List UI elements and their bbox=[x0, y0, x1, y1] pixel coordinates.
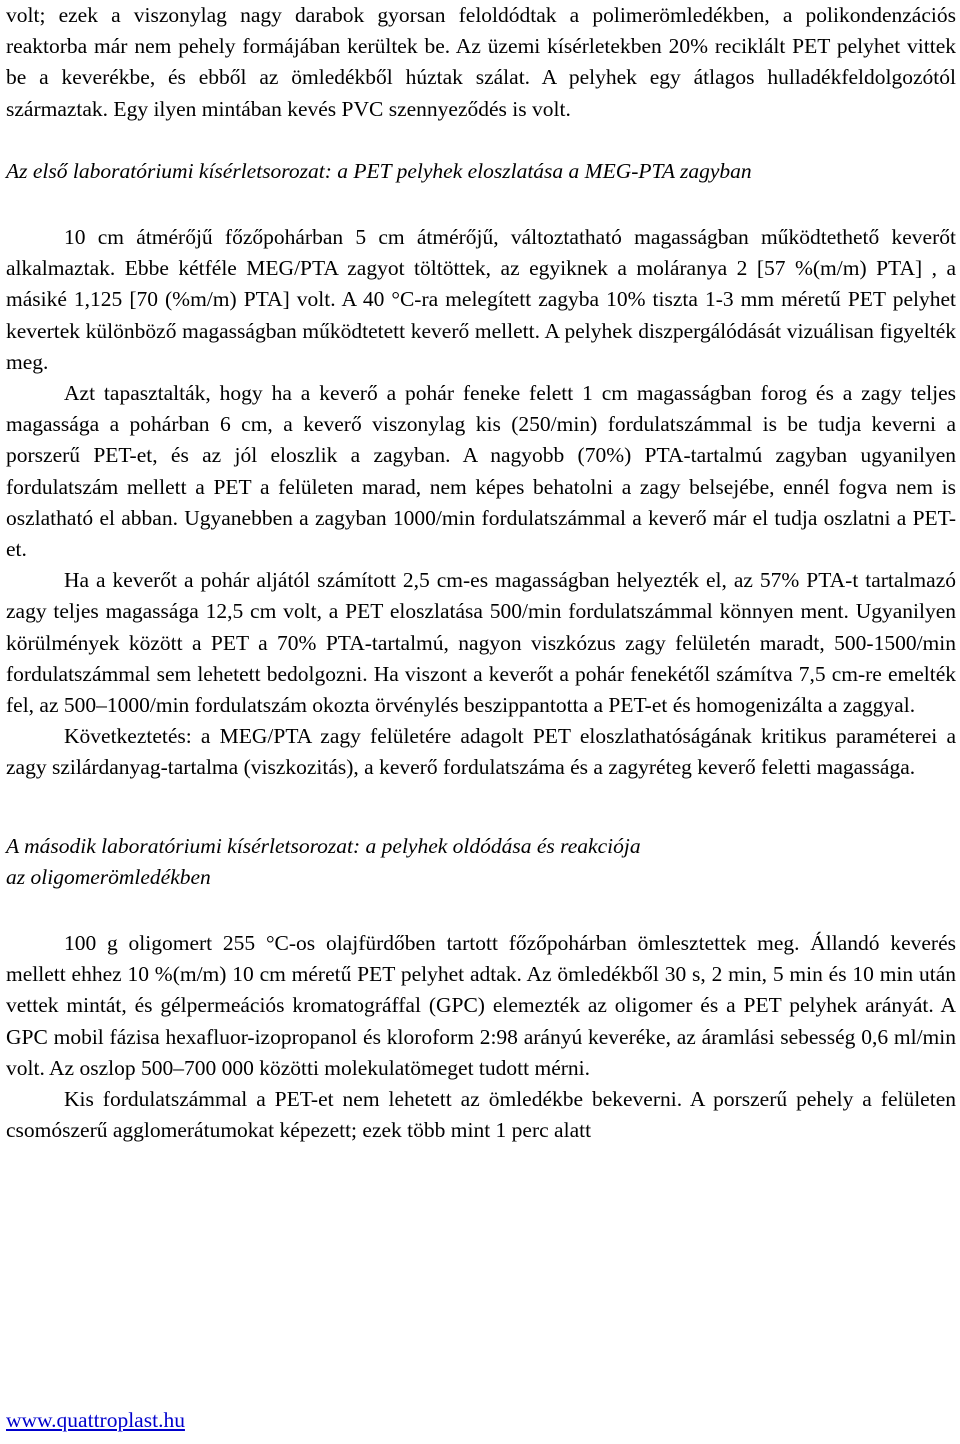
paragraph-2b: Kis fordulatszámmal a PET-et nem lehetett az ömledékbe bekeverni. A porszerű pehely a felületen csomószerű agglomerátumokat képezett; ezek több mint 1 perc alatt bbox=[6, 1087, 956, 1143]
paragraph-intro: volt; ezek a viszonylag nagy darabok gyorsan feloldódtak a polimerömledékben, a polikondenzációs reaktorba már nem pehely formájában kerültek be. Az üzemi kísérletekben 20% reciklált PET pelyhet vittek be a keverékbe, és ebből az ömledékből húztak szálat. A pelyhek egy átlagos hulladékfeldolgozótól származtak. Egy ilyen mintában kevés PVC szennyeződés is volt. bbox=[6, 3, 956, 121]
spacer bbox=[6, 893, 956, 928]
paragraph-1c: Ha a keverőt a pohár aljától számított 2,5 cm-es magasságban helyezték el, az 57% PTA-t tartalmazó zagy teljes magassága 12,5 cm volt, a PET eloszlatása 500/min fordulatszámmal könnyen ment. Ugyanilyen körülmények között a PET a 70% PTA-tartalmú, nagyon viszkózus zagy felületén maradt, 500-1500/min fordulatszámmal sem lehetett bedolgozni. Ha viszont a keverőt a pohár fenekétől számítva 7,5 cm-re emelték fel, az 500–1000/min fordulatszám okozta örvénylés beszippantotta a PET-et és homogenizálta a zaggyal. bbox=[6, 568, 956, 718]
spacer bbox=[6, 125, 956, 156]
section-heading-2-line-2: az oligomerömledékben bbox=[6, 864, 211, 889]
paragraph-1d: Következtetés: a MEG/PTA zagy felületére adagolt PET eloszlathatóságának kritikus paraméterei a zagy szilárdanyag-tartalma (viszkozitás), a keverő fordulatszáma és a zagyréteg keverő feletti magassága. bbox=[6, 724, 956, 780]
spacer bbox=[6, 784, 956, 831]
footer-website-link[interactable]: www.quattroplast.hu bbox=[6, 1408, 185, 1432]
section-heading-2-line-1: A második laboratóriumi kísérletsorozat: a pelyhek oldódása és reakciója bbox=[6, 833, 641, 858]
paragraph-1b: Azt tapasztalták, hogy ha a keverő a pohár feneke felett 1 cm magasságban forog és a zagy teljes magassága a pohárban 6 cm, a keverő viszonylag kis (250/min) fordulatszámmal is be tudja keverni a porszerű PET-et, és az jól eloszlik a zagyban. A nagyobb (70%) PTA-tartalmú zagyban ugyanilyen fordulatszám mellett a PET a felületen marad, nem képes behatolni a zagy belsejébe, ennél fogva nem is oszlatható el abban. Ugyanebben a zagyban 1000/min fordulatszámmal a keverő már el tudja oszlatni a PET-et. bbox=[6, 381, 956, 562]
document-body bbox=[6, 0, 956, 1147]
paragraph-1a: 10 cm átmérőjű főzőpohárban 5 cm átmérőjű, változtatható magasságban működtethető keverőt alkalmaztak. Ebbe kétféle MEG/PTA zagyot töltöttek, az egyiknek a moláranya 2 [57 %(m/m) PTA] , a másiké 1,125 [70 (%m/m) PTA] volt. A 40 °C-ra melegített zagyba 10% tiszta 1-3 mm méretű PET pelyhet kevertek különböző magasságban működtetett keverő mellett. A pelyhek diszpergálódását vizuálisan figyelték meg. bbox=[6, 225, 956, 374]
spacer bbox=[6, 187, 956, 222]
section-heading-1: Az első laboratóriumi kísérletsorozat: a PET pelyhek eloszlatása a MEG-PTA zagyban bbox=[6, 158, 752, 183]
paragraph-2a: 100 g oligomert 255 °C-os olajfürdőben tartott főzőpohárban ömlesztettek meg. Állandó keverés mellett ehhez 10 %(m/m) 10 cm méretű PET pelyhet adtak. Az ömledékből 30 s, 2 min, 5 min és 10 min után vettek mintát, és gélpermeációs kromatográffal (GPC) elemezték az oligomer és a PET pelyhek arányát. A GPC mobil fázisa hexafluor-izopropanol és kloroform 2:98 arányú keveréke, az áramlási sebesség 0,6 ml/min volt. Az oszlop 500–700 000 közötti molekulatömeget tudott mérni. bbox=[6, 931, 956, 1080]
